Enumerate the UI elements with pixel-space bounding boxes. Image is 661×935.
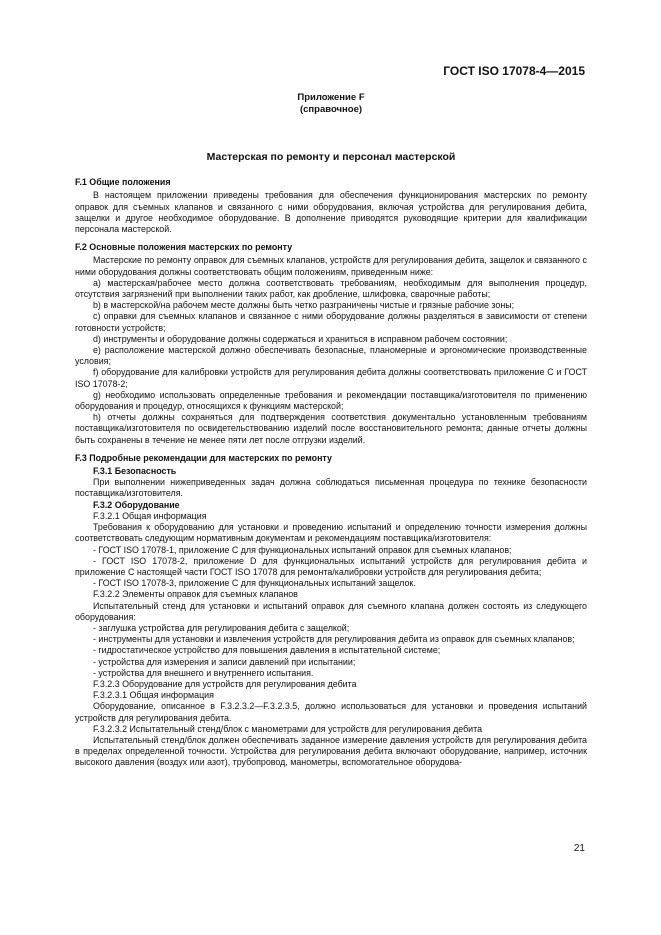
section-f3232-text: Испытательный стенд/блок должен обеспечивать заданное измерение давления устройств для регулирования дебита в пределах определенной точности. Устройства для регулирования дебита включают оборудование, например, источник высокого давления (воздух или азот), трубопровод, манометры, вспомогательное оборудова- — [75, 734, 587, 768]
section-f322-list-item-2: - инструменты для установки и извлечения устройств для регулирования дебита из оправок для съемных клапанов; — [93, 634, 575, 645]
document-id: ГОСТ ISO 17078-4—2015 — [443, 64, 585, 78]
section-f32-heading: F.3.2 Оборудование — [93, 499, 180, 510]
section-f321-heading: F.3.2.1 Общая информация — [93, 510, 207, 521]
section-f2-item-f: f) оборудование для калибровки устройств для регулирования дебита должны соответствовать приложение С и ГОСТ ISO 17078-2; — [75, 367, 587, 389]
section-f322-list-item-3: - гидростатическое устройство для повышения давления в испытательной системе; — [93, 645, 441, 656]
section-f2-item-a: а) мастерская/рабочее место должна соответствовать требованиям, необходимым для выполнения процедур, отсутствия загрязнений при выполнении таких работ, как дробление, шлифовка, сварочные работы; — [75, 277, 587, 300]
section-f321-list-item-2: - ГОСТ ISO 17078-2, приложение D для функциональных испытаний устройств для регулирования дебита и приложение С настоящей части ГОСТ ISO 17078 для ремонта/калибровки устройств для регулирования дебита; — [75, 555, 587, 577]
section-f2-item-g: g) необходимо использовать определенные требования и рекомендации поставщика/изготовителя по применению оборудования и процедур, относящихся к функциям мастерской; — [75, 389, 587, 412]
section-f3231-text: Оборудование, описанное в F.3.2.3.2—F.3.2.3.5, должно использоваться для установки и проведения испытаний устройств для регулирования дебита. — [75, 701, 587, 723]
section-f321-text: Требования к оборудованию для установки и проведению испытаний и определению точности измерения должны соответствовать следующим нормативным документам и рекомендациям поставщика/изготовителя: — [75, 522, 587, 544]
section-f322-list-item-4: - устройства для измерения и записи давлений при испытании; — [93, 656, 356, 667]
page-content — [75, 92, 587, 769]
annex-title: Приложение F — [297, 92, 365, 103]
section-f322-heading: F.3.2.2 Элементы оправок для съемных клапанов — [93, 589, 298, 600]
page-number: 21 — [573, 843, 585, 854]
section-f323-heading: F.3.2.3 Оборудование для устройств для регулирования дебита — [93, 678, 357, 689]
section-f321-list-item-1: - ГОСТ ISO 17078-1, приложение С для функциональных испытаний оправок для съемных клапанов; — [93, 544, 512, 555]
section-f2-intro: Мастерские по ремонту оправок для съемных клапанов, устройств для регулирования дебита, защелок и связанного с ними оборудования должны соответствовать общим положениям, приведенным ниже: — [75, 255, 587, 277]
section-f2-item-b: b) в мастерской/на рабочем месте должны быть четко разграничены чистые и грязные рабочие зоны; — [93, 300, 515, 311]
section-f3231-heading: F.3.2.3.1 Общая информация — [93, 690, 214, 701]
section-f2-item-c: c) оправки для съемных клапанов и связанное с ними оборудование должны разделяться в зависимости от степени готовности устройств; — [75, 311, 587, 333]
section-f31-heading: F.3.1 Безопасность — [93, 466, 177, 477]
section-f322-list-item-5: - устройства для внешнего и внутреннего испытания. — [93, 667, 314, 678]
section-f1-heading: F.1 Общие положения — [75, 177, 171, 188]
annex-type: (справочное) — [299, 104, 363, 115]
section-f321-list-item-3: - ГОСТ ISO 17078-3, приложение С для функциональных испытаний защелок. — [93, 578, 416, 589]
section-f2-item-h: h) отчеты должны сохраняться для подтверждения соответствия документально установленным требованиям поставщика/изготовителя по освидетельствованию изделий после восстановительного ремонта; данные отчеты должны быть сохранены в течение не менее пяти лет после отгрузки изделий. — [75, 412, 587, 445]
section-f322-list-item-1: - заглушка устройства для регулирования дебита с защелкой; — [93, 622, 350, 633]
section-f3232-heading: F.3.2.3.2 Испытательный стенд/блок с манометрами для устройств для регулирования дебита — [93, 723, 483, 734]
section-f3-heading: F.3 Подробные рекомендации для мастерских по ремонту — [75, 452, 332, 463]
section-f322-text: Испытательный стенд для установки и испытаний оправок для съемного клапана должен состоять из следующего оборудования: — [75, 600, 587, 622]
section-f2-item-e: e) расположение мастерской должно обеспечивать безопасные, планомерные и эргономические производственные условия; — [75, 345, 587, 367]
section-f2-item-d: d) инструменты и оборудование должны содержаться и храниться в исправном рабочем состоянии; — [93, 333, 508, 344]
section-f2-heading: F.2 Основные положения мастерских по ремонту — [75, 242, 293, 253]
main-title: Мастерская по ремонту и персонал мастерской — [206, 151, 456, 163]
section-f31-text: При выполнении нижеприведенных задач должна соблюдаться письменная процедура по технике безопасности поставщика/изготовителя. — [75, 477, 587, 499]
section-f1-text: В настоящем приложении приведены требования для обеспечения функционирования мастерских по ремонту оправок для съемных клапанов и связанного с ними оборудования, включая устройства для регулирования дебита, защелки и другое необходимое оборудование. В дополнение приводятся руководящие критерии для квалификации персонала мастерской. — [75, 190, 587, 235]
